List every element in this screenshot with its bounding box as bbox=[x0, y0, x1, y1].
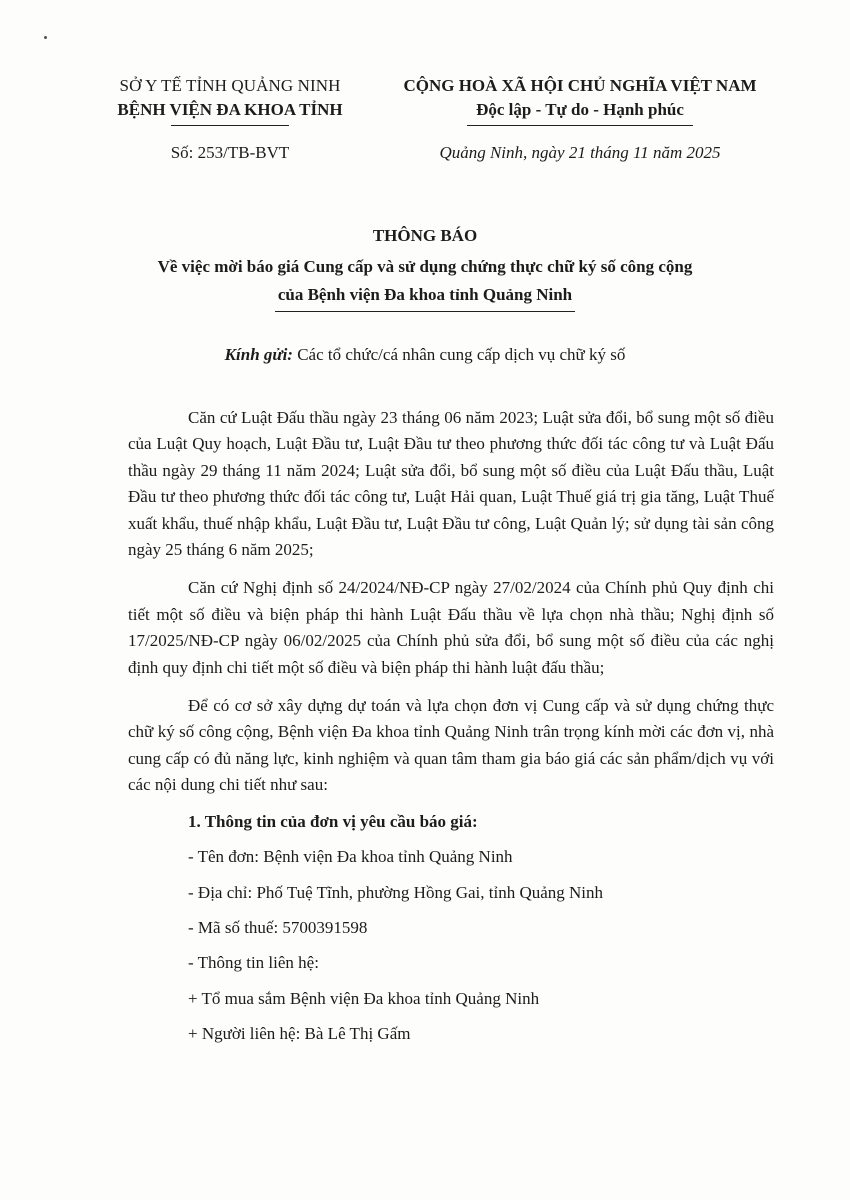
department-name: SỞ Y TẾ TỈNH QUẢNG NINH bbox=[119, 76, 341, 95]
title-underline bbox=[275, 311, 575, 312]
list-item: + Tổ mua sắm Bệnh viện Đa khoa tỉnh Quảng Ninh bbox=[188, 988, 540, 1008]
recipient-line bbox=[0, 341, 850, 369]
motto-underline bbox=[467, 125, 693, 126]
recipient-label: Kính gửi: bbox=[224, 345, 293, 364]
document-subtitle-line1: Về việc mời báo giá Cung cấp và sử dụng chứng thực chữ ký số công cộng bbox=[157, 257, 693, 276]
recipient-text: Các tổ chức/cá nhân cung cấp dịch vụ chữ ký số bbox=[297, 345, 626, 364]
hospital-name: BỆNH VIỆN ĐA KHOA TỈNH bbox=[117, 100, 343, 119]
list-item: - Mã số thuế: 5700391598 bbox=[188, 917, 368, 937]
document-body bbox=[128, 405, 774, 1057]
body-paragraph: Căn cứ Luật Đấu thầu ngày 23 tháng 06 năm 2023; Luật sửa đổi, bổ sung một số điều của Luật Quy hoạch, Luật Đầu tư, Luật Đầu tư theo phương thức đối tác công tư và Luật Đấu thầu ngày 29 tháng 11 năm 2024; Luật sửa đổi, bổ sung một số điều của Luật Đấu thầu, Luật Đầu tư theo phương thức đối tác công tư, Luật Hải quan, Luật Thuế giá trị gia tăng, Luật Thuế xuất khẩu, thuế nhập khẩu, Luật Đầu tư, Luật Đầu tư công, Luật Quản lý; sử dụng tài sản công ngày 25 tháng 6 năm 2025; bbox=[128, 408, 774, 560]
national-header bbox=[380, 74, 780, 165]
list-item: - Thông tin liên hệ: bbox=[188, 953, 319, 973]
body-paragraph: Căn cứ Nghị định số 24/2024/NĐ-CP ngày 27/02/2024 của Chính phủ Quy định chi tiết một số điều và biện pháp thi hành Luật Đấu thầu về lựa chọn nhà thầu; Nghị định số 17/2025/NĐ-CP ngày 06/02/2025 của Chính phủ sửa đổi, bổ sung một số điều của các nghị định quy định chi tiết một số điều và biện pháp thi hành luật đấu thầu; bbox=[128, 578, 774, 677]
national-motto: Độc lập - Tự do - Hạnh phúc bbox=[476, 100, 684, 119]
list-item: - Tên đơn: Bệnh viện Đa khoa tỉnh Quảng Ninh bbox=[188, 847, 513, 867]
issuer-underline bbox=[171, 125, 289, 126]
list-item: - Địa chỉ: Phố Tuệ Tĩnh, phường Hồng Gai, tỉnh Quảng Ninh bbox=[188, 882, 604, 902]
list-item: + Người liên hệ: Bà Lê Thị Gấm bbox=[188, 1024, 411, 1044]
issuer-block bbox=[100, 74, 360, 165]
body-paragraph: Để có cơ sở xây dựng dự toán và lựa chọn đơn vị Cung cấp và sử dụng chứng thực chữ ký số công cộng, Bệnh viện Đa khoa tỉnh Quảng Ninh trân trọng kính mời các đơn vị, nhà cung cấp có đủ năng lực, kinh nghiệm và quan tâm tham gia báo giá các sản phẩm/dịch vụ với các nội dung chi tiết như sau: bbox=[128, 696, 774, 795]
section-1-heading: 1. Thông tin của đơn vị yêu cầu báo giá: bbox=[188, 811, 478, 831]
issue-date: Quảng Ninh, ngày 21 tháng 11 năm 2025 bbox=[439, 143, 721, 162]
document-title-block bbox=[0, 222, 850, 312]
document-number: Số: 253/TB-BVT bbox=[170, 143, 290, 162]
scan-speck bbox=[44, 36, 47, 39]
document-subtitle-line2: của Bệnh viện Đa khoa tỉnh Quảng Ninh bbox=[277, 285, 573, 304]
document-heading: THÔNG BÁO bbox=[372, 226, 478, 245]
section-1 bbox=[128, 809, 774, 1048]
nation-name: CỘNG HOÀ XÃ HỘI CHỦ NGHĨA VIỆT NAM bbox=[403, 76, 757, 95]
